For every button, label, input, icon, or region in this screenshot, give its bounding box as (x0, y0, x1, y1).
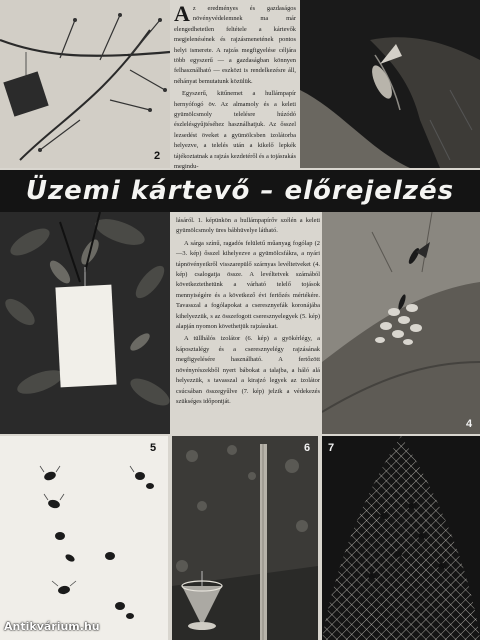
tulle-isolator-paragraph: A tüllhálós izolátor (6. kép) a gyökérlégy, a káposztalégy és a cseresznyelégy rajzásának megfigyelésére használható. A fertőzött növényrészekből nyert bábokat a talajba, a háló alá helyezzük, s tavasszal a kirajzó legyek az izolátor csúcsában összegyűlve (7. kép) jelzik a védekezés szükséges időpontját. (176, 335, 320, 405)
photo-6-tulle-isolator (172, 436, 318, 640)
photo-1-pupal-case (300, 0, 480, 168)
photo-7-net-with-flies (322, 436, 480, 640)
sticky-trap-paragraph: A sárga színű, ragadós felületű műanyag fogólap (2—3. kép) ősszel kihelyezve a gyümölcsfákra, a nyári tápnövényeikről visszarepülő szárnyas levéltetveket (4. kép) csalogatja össze. A levéltetvek számából következtethetünk a várható telelő tojások mennyiségére és a következő évi fertőzés mértékére. Tavasszal a fogólapokat a cseresznyefák koronájába kihelyezzük, s az összefogott cseresznyelegyek (5. kép) alapján nyomon követhetjük rajzásukat. (176, 239, 320, 331)
photo-number-7: 7 (328, 442, 335, 454)
intro-paragraph (174, 1, 296, 87)
intro-paragraph-text: z eredményes és gazdaságos növényvédelemnek ma már elengedhetetlen feltétele a kártevők megjelenésének és rajzásmenetének pontos helyi ismerete. A rajzás megfigyelése céljára több egyszerű — a gazdaságban könnyen felhasználható — eszközt is rendelkezésre áll, néhányat bemutatunk közülük. (174, 5, 296, 85)
page-title: Üzemi kártevő – előrejelzés (25, 176, 455, 206)
drop-cap: A (174, 1, 190, 26)
photo-number-2: 2 (154, 150, 161, 162)
intro-text-column (174, 1, 296, 171)
belt-continuation-paragraph: lásáról. 1. képünkön a hullámpapírőv szélén a keleti gyümölcsmoly üres bábhüvelye látható. (176, 217, 320, 235)
photo-5-flies-on-card (0, 436, 168, 640)
photo-4-aphids-on-leaf (322, 212, 480, 434)
photo-7-drawing (322, 436, 480, 640)
photo-1-drawing (300, 0, 480, 168)
corrugated-belt-paragraph: Egyszerű, kitűnemet a hullámpapír hernyófogó öv. Az almamoly és a keleti gyümölcsmoly telelésre húzódó észlelésgyűjtéséhez használhatjuk. Az ősszel lezsedést öveket a gyümölcsben izolátorba helyezve, a telelés után a kikelő lepkék tájékoztatnak a rajzás kezdetéről és a tojásrakás megindu- (174, 90, 296, 171)
photo-3-hanging-card (0, 212, 170, 434)
photo-5-drawing (0, 436, 168, 640)
photo-6-drawing (172, 436, 318, 640)
photo-3-drawing (0, 212, 170, 434)
photo-4-drawing (322, 212, 480, 434)
watermark: Antikvárium.hu (4, 620, 100, 633)
photo-number-5: 5 (150, 442, 157, 454)
photo-number-6: 6 (304, 442, 311, 454)
photo-2-branch-card (0, 0, 170, 168)
photo-2-drawing (0, 0, 170, 168)
photo-number-4: 4 (466, 418, 473, 430)
method-text-column (176, 216, 320, 436)
